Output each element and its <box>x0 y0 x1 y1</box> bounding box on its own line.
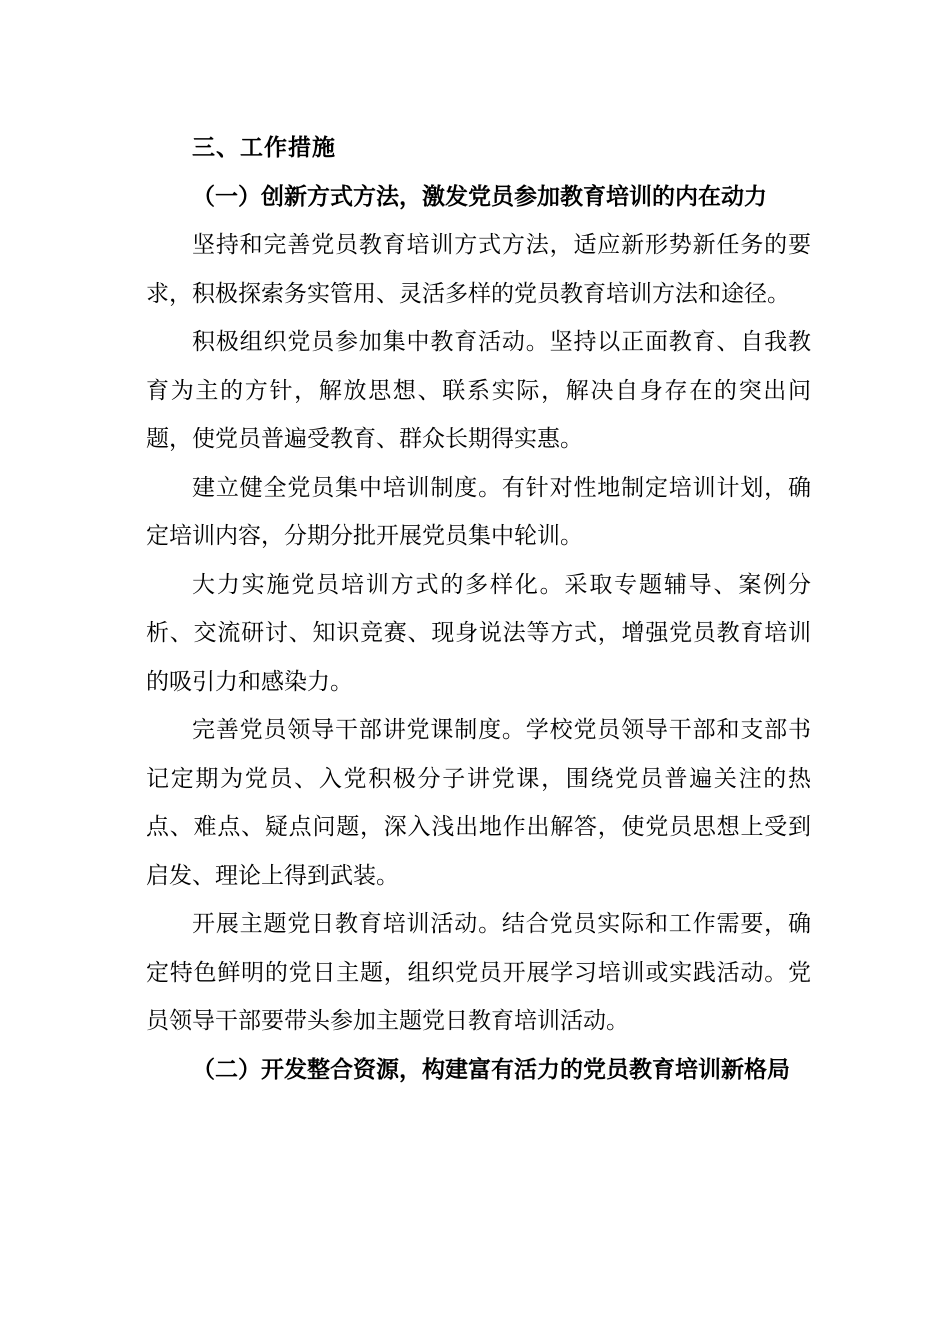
paragraph-6: 开展主题党日教育培训活动。结合党员实际和工作需要，确定特色鲜明的党日主题，组织党员开展学习培训或实践活动。党员领导干部要带头参加主题党日教育培训活动。 <box>146 911 811 1034</box>
paragraph-1: 坚持和完善党员教育培训方式方法，适应新形势新任务的要求，积极探索务实管用、灵活多样的党员教育培训方法和途径。 <box>146 232 811 307</box>
subheading-2: （二）开发整合资源，构建富有活力的党员教育培训新格局 <box>192 1056 790 1083</box>
section-heading: 三、工作措施 <box>192 135 336 161</box>
paragraph-5: 完善党员领导干部讲党课制度。学校党员领导干部和支部书记定期为党员、入党积极分子讲党课，围绕党员普遍关注的热点、难点、疑点问题，深入浅出地作出解答，使党员思想上受到启发、理论上得到武装。 <box>146 717 811 889</box>
document-body <box>146 124 811 1094</box>
paragraph-2: 积极组织党员参加集中教育活动。坚持以正面教育、自我教育为主的方针，解放思想、联系实际，解决自身存在的突出问题，使党员普遍受教育、群众长期得实惠。 <box>146 329 811 452</box>
paragraph-4: 大力实施党员培训方式的多样化。采取专题辅导、案例分析、交流研讨、知识竞赛、现身说法等方式，增强党员教育培训的吸引力和感染力。 <box>146 571 811 695</box>
paragraph-3: 建立健全党员集中培训制度。有针对性地制定培训计划，确定培训内容，分期分批开展党员集中轮训。 <box>146 474 811 549</box>
subheading-1: （一）创新方式方法，激发党员参加教育培训的内在动力 <box>192 183 767 210</box>
